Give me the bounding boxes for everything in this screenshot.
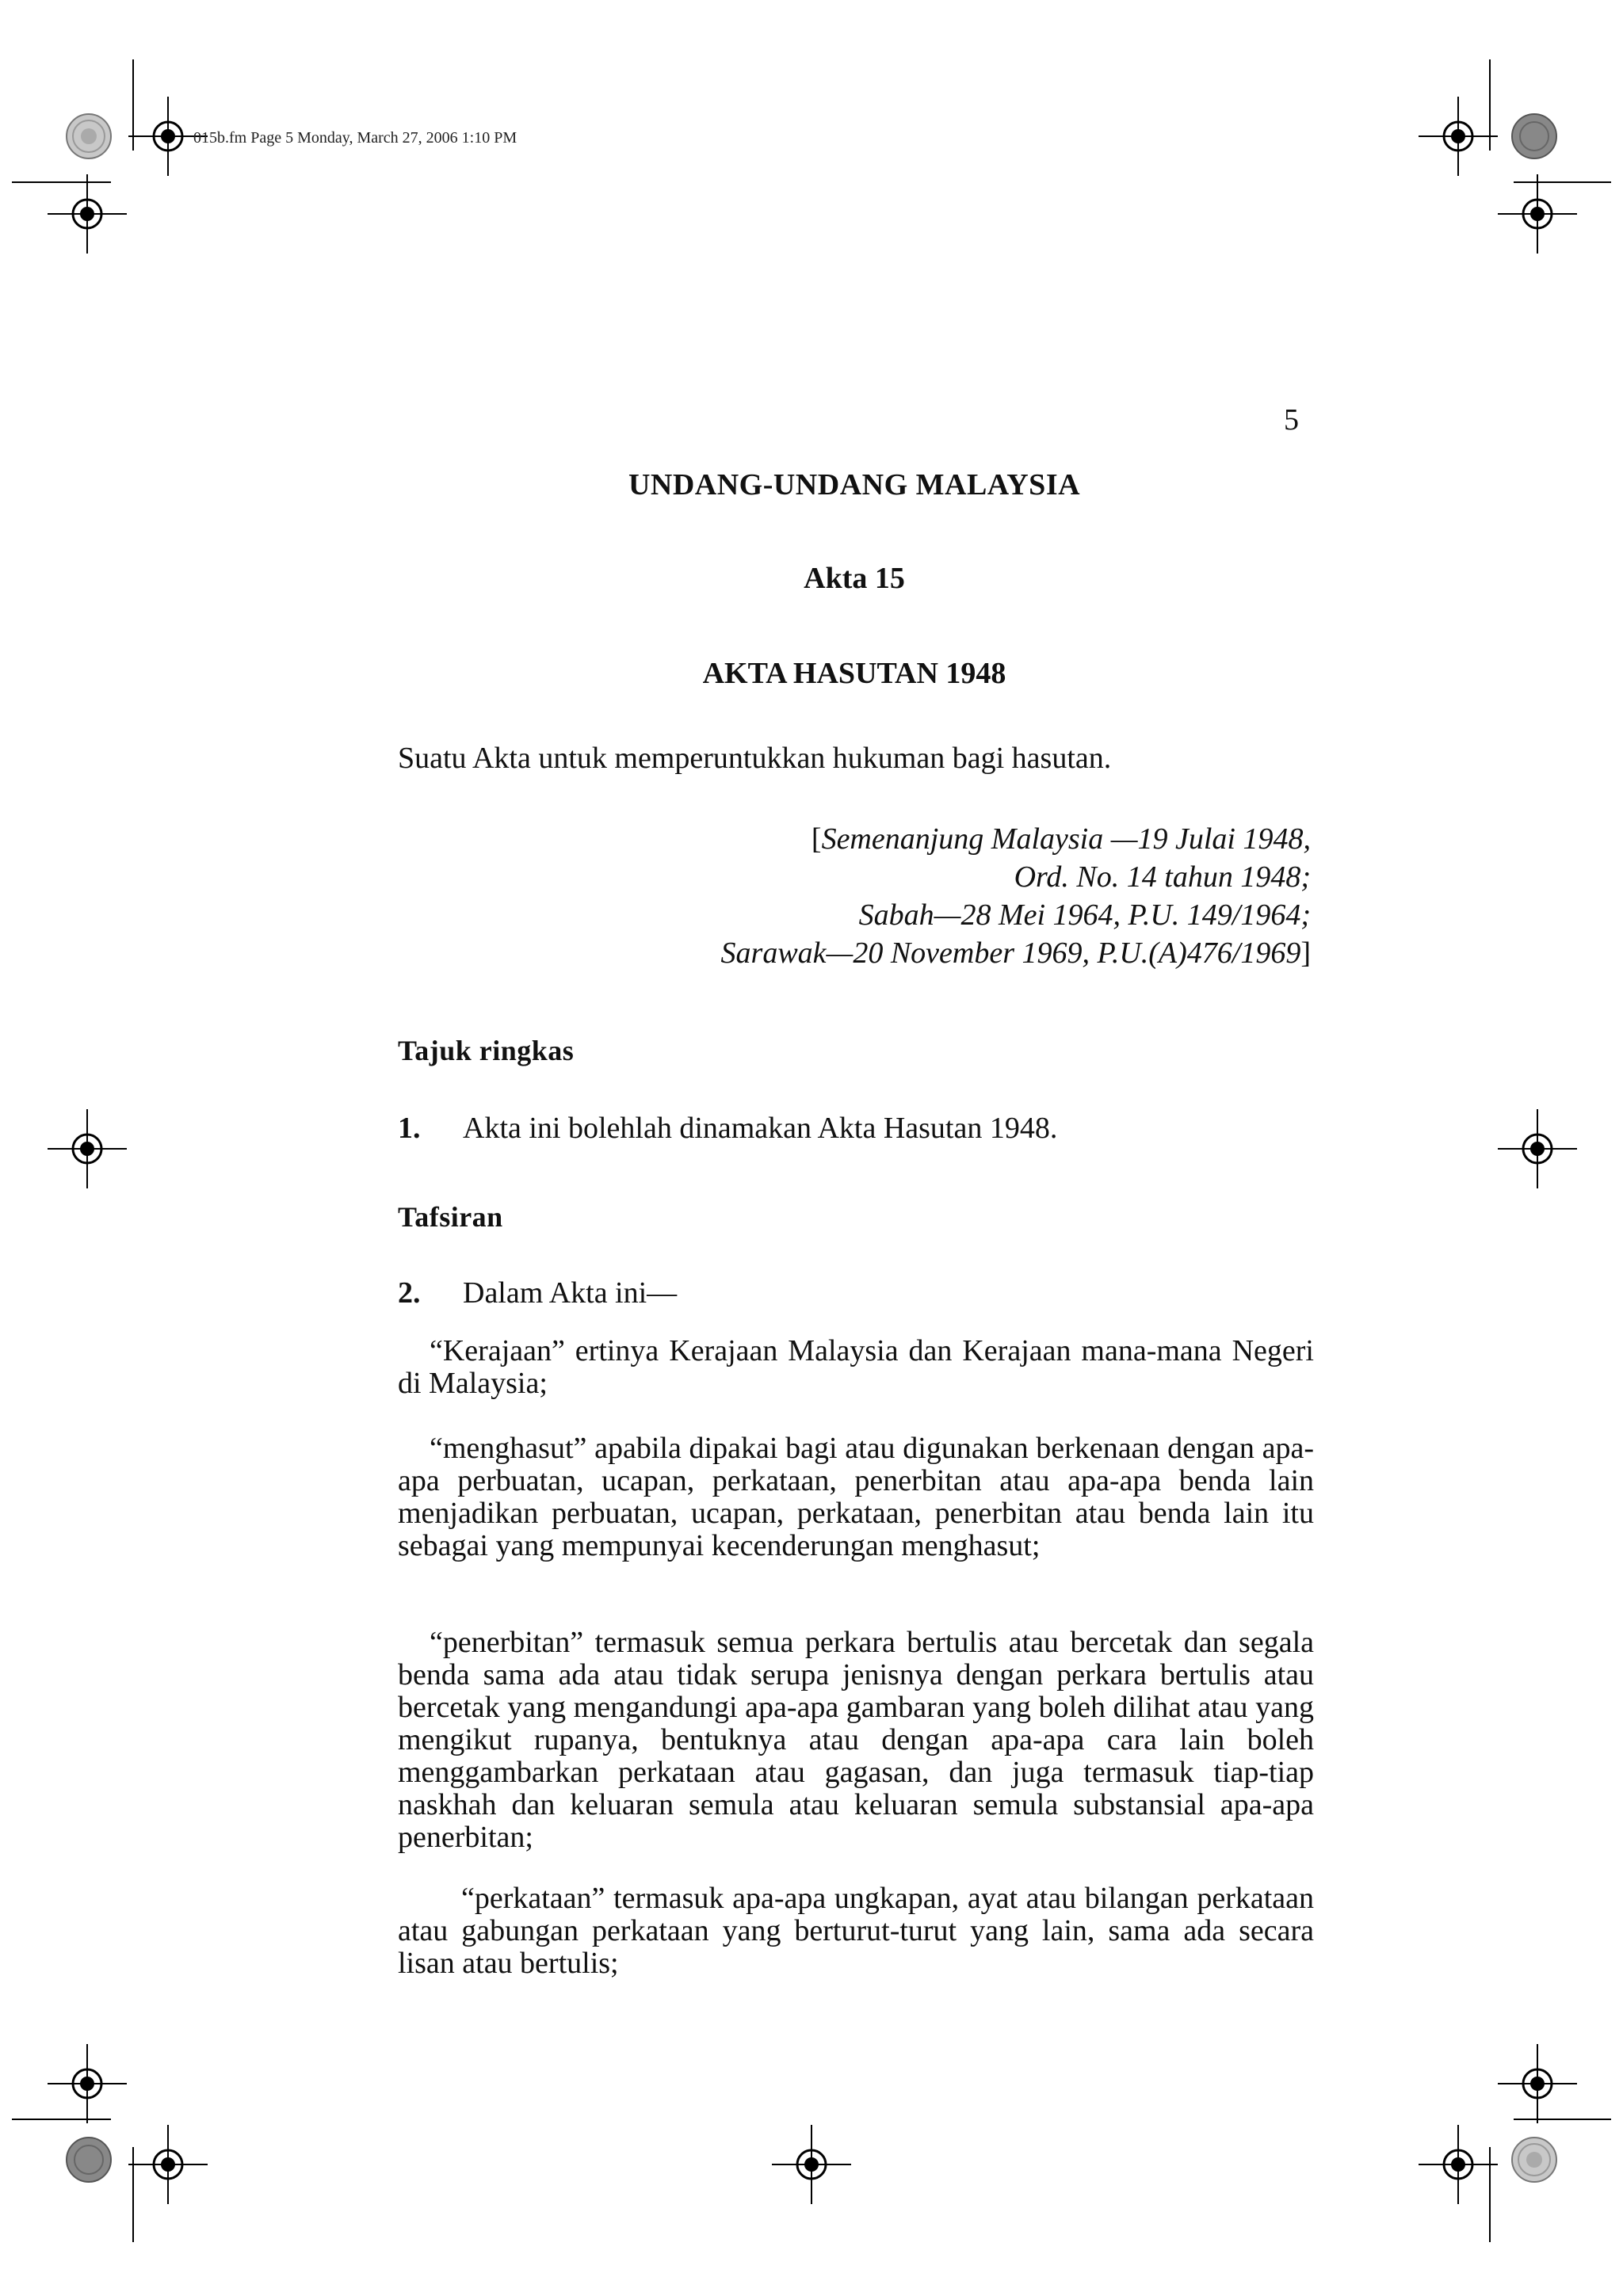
enactment-line-1: [Semenanjung Malaysia —19 Julai 1948, [811,822,1311,856]
definition-perkataan: “perkataan” termasuk apa-apa ungkapan, ayat atau bilangan perkataan atau gabungan perkataan yang berturut-turut yang lain, sama ada secara lisan atau bertulis; [398,1882,1314,1980]
print-slug: 015b.fm Page 5 Monday, March 27, 2006 1:10 PM [193,129,517,147]
section-2 [398,1276,677,1310]
enactment-line-3: Sabah—28 Mei 1964, P.U. 149/1964; [858,898,1311,932]
act-number: Akta 15 [804,562,905,595]
page-number: 5 [1284,403,1299,437]
close-bracket: ] [1300,936,1311,970]
section-1 [398,1111,1057,1146]
definition-kerajaan: “Kerajaan” ertinya Kerajaan Malaysia dan Kerajaan mana-mana Negeri di Malaysia; [398,1334,1314,1400]
definition-penerbitan: “penerbitan” termasuk semua perkara bertulis atau bercetak dan segala benda sama ada atau tidak serupa jenisnya dengan perkara bertulis atau bercetak yang mengandungi apa-apa gambaran yang boleh dilihat atau yang mengikut rupanya, bentuknya atau dengan apa-apa cara lain boleh menggambarkan perkataan atau gagasan, dan juga termasuk tiap-tiap naskhah dan keluaran semula atau keluaran semula substansial apa-apa penerbitan; [398,1626,1314,1854]
long-title: Suatu Akta untuk memperuntukkan hukuman bagi hasutan. [398,742,1112,775]
section-number: 1. [398,1112,421,1145]
open-bracket: [ [811,822,822,856]
section-heading: Tafsiran [398,1201,503,1233]
enactment-dates [555,820,1311,972]
law-title: UNDANG-UNDANG MALAYSIA [628,468,1081,502]
section-heading: Tajuk ringkas [398,1035,575,1066]
act-name: AKTA HASUTAN 1948 [702,657,1006,690]
definition-menghasut: “menghasut” apabila dipakai bagi atau digunakan berkenaan dengan apa-apa perbuatan, ucapan, perkataan, penerbitan atau apa-apa benda lain menjadikan perbuatan, ucapan, perkataan, penerbitan atau benda lain itu sebagai yang mempunyai kecenderungan menghasut; [398,1432,1314,1562]
enactment-line-4: Sarawak—20 November 1969, P.U.(A)476/1969] [720,936,1311,970]
section-number: 2. [398,1276,421,1310]
section-text: Akta ini bolehlah dinamakan Akta Hasutan 1948. [463,1112,1058,1145]
section-text: Dalam Akta ini— [463,1276,678,1310]
enactment-line-2: Ord. No. 14 tahun 1948; [1014,860,1311,894]
